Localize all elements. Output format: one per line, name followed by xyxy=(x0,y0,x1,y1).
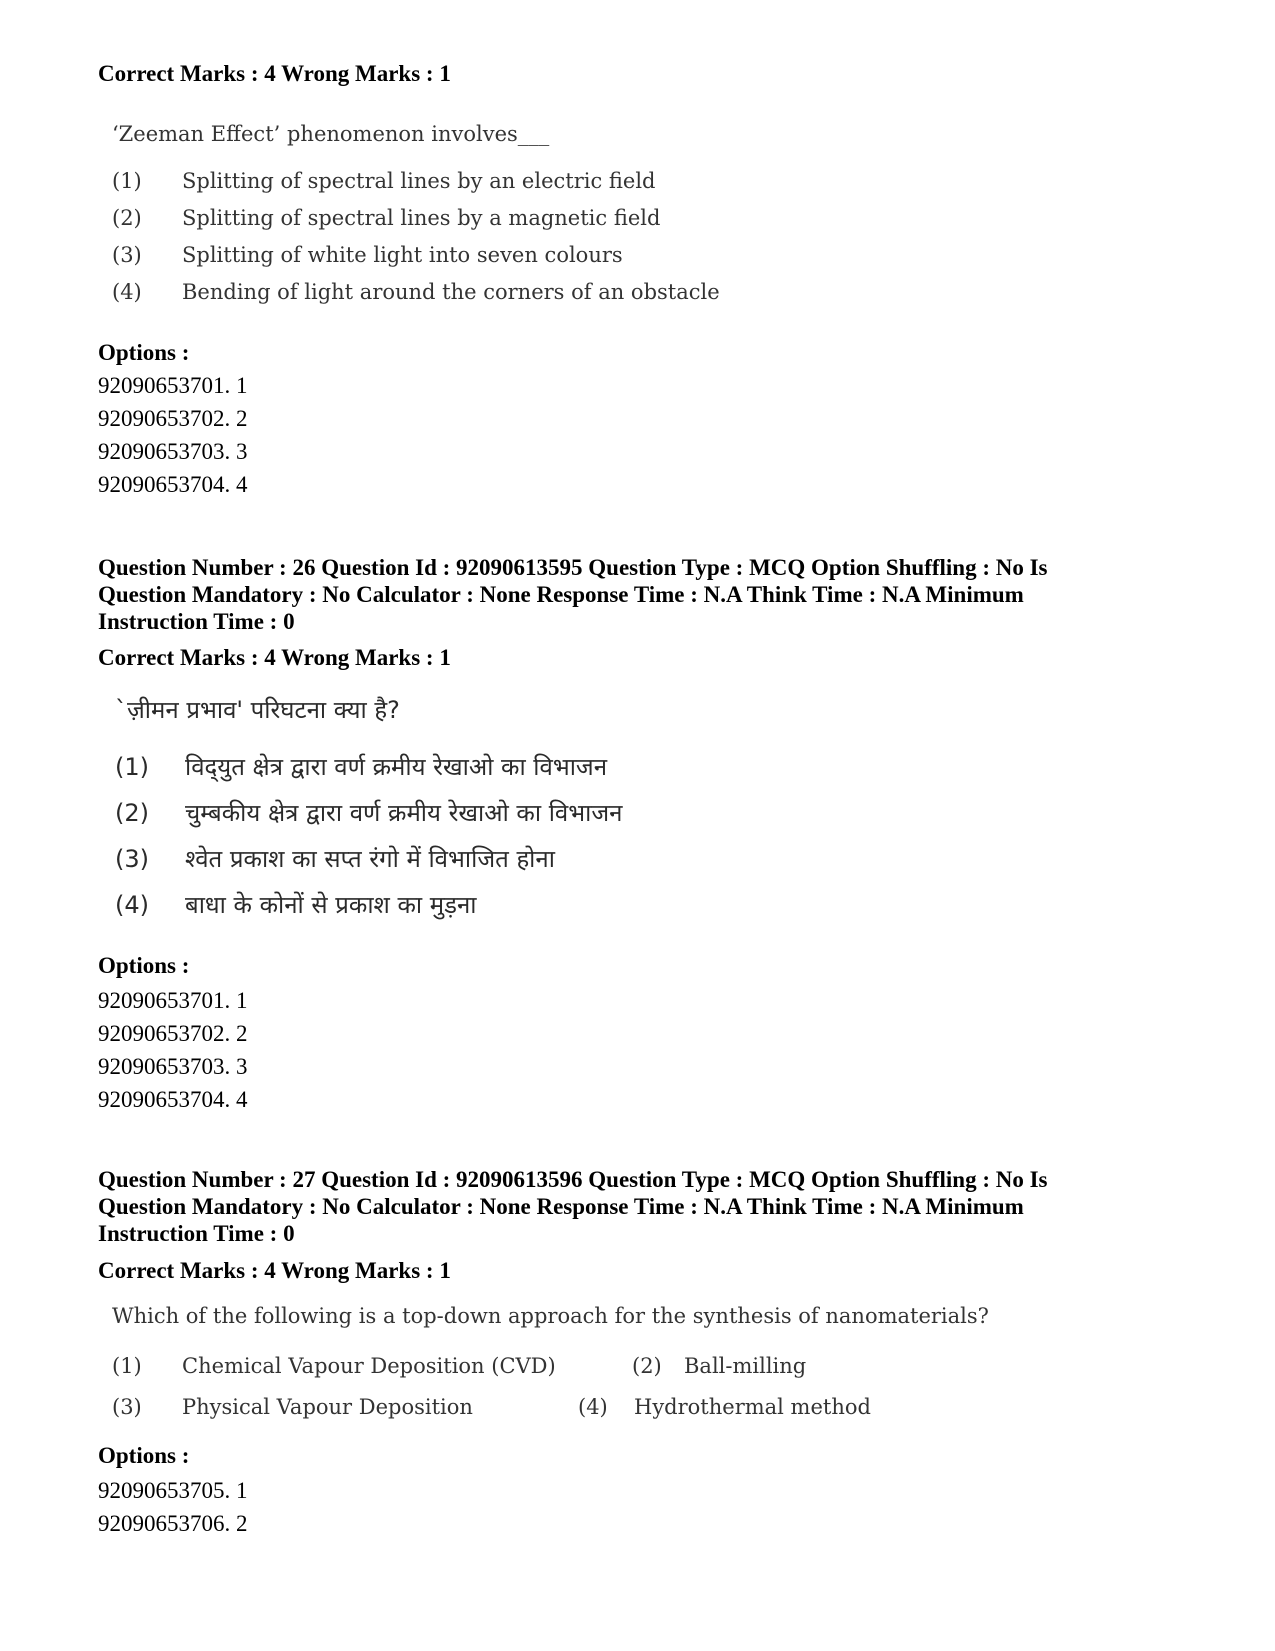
choice-item xyxy=(112,1354,556,1378)
choice-item xyxy=(632,1354,806,1378)
choice-number: (3) xyxy=(115,845,149,873)
question-header-line: Question Number : 27 Question Id : 92090613596 Question Type : MCQ Option Shuffling : No Is xyxy=(98,1167,1048,1192)
option-id: 92090653704. 4 xyxy=(98,472,248,497)
question-text: `ज़ीमन प्रभाव' परिघटना क्या है? xyxy=(115,696,400,724)
marks-line: Correct Marks : 4 Wrong Marks : 1 xyxy=(98,645,451,670)
choice-item xyxy=(112,280,720,304)
question-header-line: Instruction Time : 0 xyxy=(98,609,295,634)
option-id: 92090653704. 4 xyxy=(98,1087,248,1112)
question-header-line: Question Number : 26 Question Id : 92090613595 Question Type : MCQ Option Shuffling : No Is xyxy=(98,555,1048,580)
choice-text: Chemical Vapour Deposition (CVD) xyxy=(182,1354,556,1378)
marks-line: Correct Marks : 4 Wrong Marks : 1 xyxy=(98,1258,451,1283)
choice-number: (2) xyxy=(115,799,149,827)
option-id: 92090653702. 2 xyxy=(98,406,248,431)
choice-text: बाधा के कोनों से प्रकाश का मुड़ना xyxy=(185,891,477,919)
choice-text: Physical Vapour Deposition xyxy=(182,1395,473,1419)
option-id: 92090653706. 2 xyxy=(98,1511,248,1536)
choice-number: (3) xyxy=(112,1395,142,1419)
choice-number: (4) xyxy=(112,280,142,304)
choice-number: (1) xyxy=(115,753,149,781)
option-id: 92090653701. 1 xyxy=(98,373,248,398)
options-label: Options : xyxy=(98,953,190,978)
choice-item xyxy=(112,206,660,230)
choice-number: (4) xyxy=(578,1395,608,1419)
choice-item xyxy=(578,1395,871,1419)
option-id: 92090653703. 3 xyxy=(98,439,248,464)
choice-text: विद्‌युत क्षेत्र द्वारा वर्ण क्रमीय रेखाओ का विभाजन xyxy=(185,753,608,781)
marks-line: Correct Marks : 4 Wrong Marks : 1 xyxy=(98,61,451,86)
options-list xyxy=(98,369,248,501)
choice-text: Splitting of white light into seven colours xyxy=(182,243,623,267)
choice-item xyxy=(112,1395,473,1419)
choice-number: (1) xyxy=(112,169,142,193)
choice-text: Bending of light around the corners of an obstacle xyxy=(182,280,720,304)
choice-text: चुम्बकीय क्षेत्र द्वारा वर्ण क्रमीय रेखाओ का विभाजन xyxy=(185,799,623,827)
choice-number: (2) xyxy=(112,206,142,230)
question-header-line: Question Mandatory : No Calculator : None Response Time : N.A Think Time : N.A Minimum xyxy=(98,582,1024,607)
option-id: 92090653705. 1 xyxy=(98,1478,248,1503)
choice-text: Splitting of spectral lines by a magnetic field xyxy=(182,206,661,230)
options-label: Options : xyxy=(98,1443,190,1468)
choice-number: (3) xyxy=(112,243,142,267)
choice-text: Hydrothermal method xyxy=(634,1395,871,1419)
option-id: 92090653701. 1 xyxy=(98,988,248,1013)
option-id: 92090653702. 2 xyxy=(98,1021,248,1046)
choice-text: श्वेत प्रकाश का सप्त रंगो में विभाजित होना xyxy=(185,845,555,873)
option-id: 92090653703. 3 xyxy=(98,1054,248,1079)
question-header-line: Instruction Time : 0 xyxy=(98,1221,295,1246)
choice-item xyxy=(115,796,622,829)
question-text: Which of the following is a top-down approach for the synthesis of nanomaterials? xyxy=(112,1304,989,1328)
choice-number: (4) xyxy=(115,891,149,919)
choice-number: (1) xyxy=(112,1354,142,1378)
choice-item xyxy=(112,169,655,193)
choice-text: Ball-milling xyxy=(684,1354,807,1378)
question-header xyxy=(98,1166,1048,1247)
options-list xyxy=(98,984,248,1116)
question-header-line: Question Mandatory : No Calculator : None Response Time : N.A Think Time : N.A Minimum xyxy=(98,1194,1024,1219)
question-header xyxy=(98,554,1048,635)
choice-text: Splitting of spectral lines by an electric field xyxy=(182,169,656,193)
choice-item xyxy=(115,842,555,875)
choice-item xyxy=(115,888,477,921)
options-label: Options : xyxy=(98,340,190,365)
choice-item xyxy=(112,243,623,267)
choice-number: (2) xyxy=(632,1354,662,1378)
question-text: ‘Zeeman Effect’ phenomenon involves___ xyxy=(112,122,550,146)
options-list xyxy=(98,1474,248,1540)
choice-item xyxy=(115,750,607,783)
